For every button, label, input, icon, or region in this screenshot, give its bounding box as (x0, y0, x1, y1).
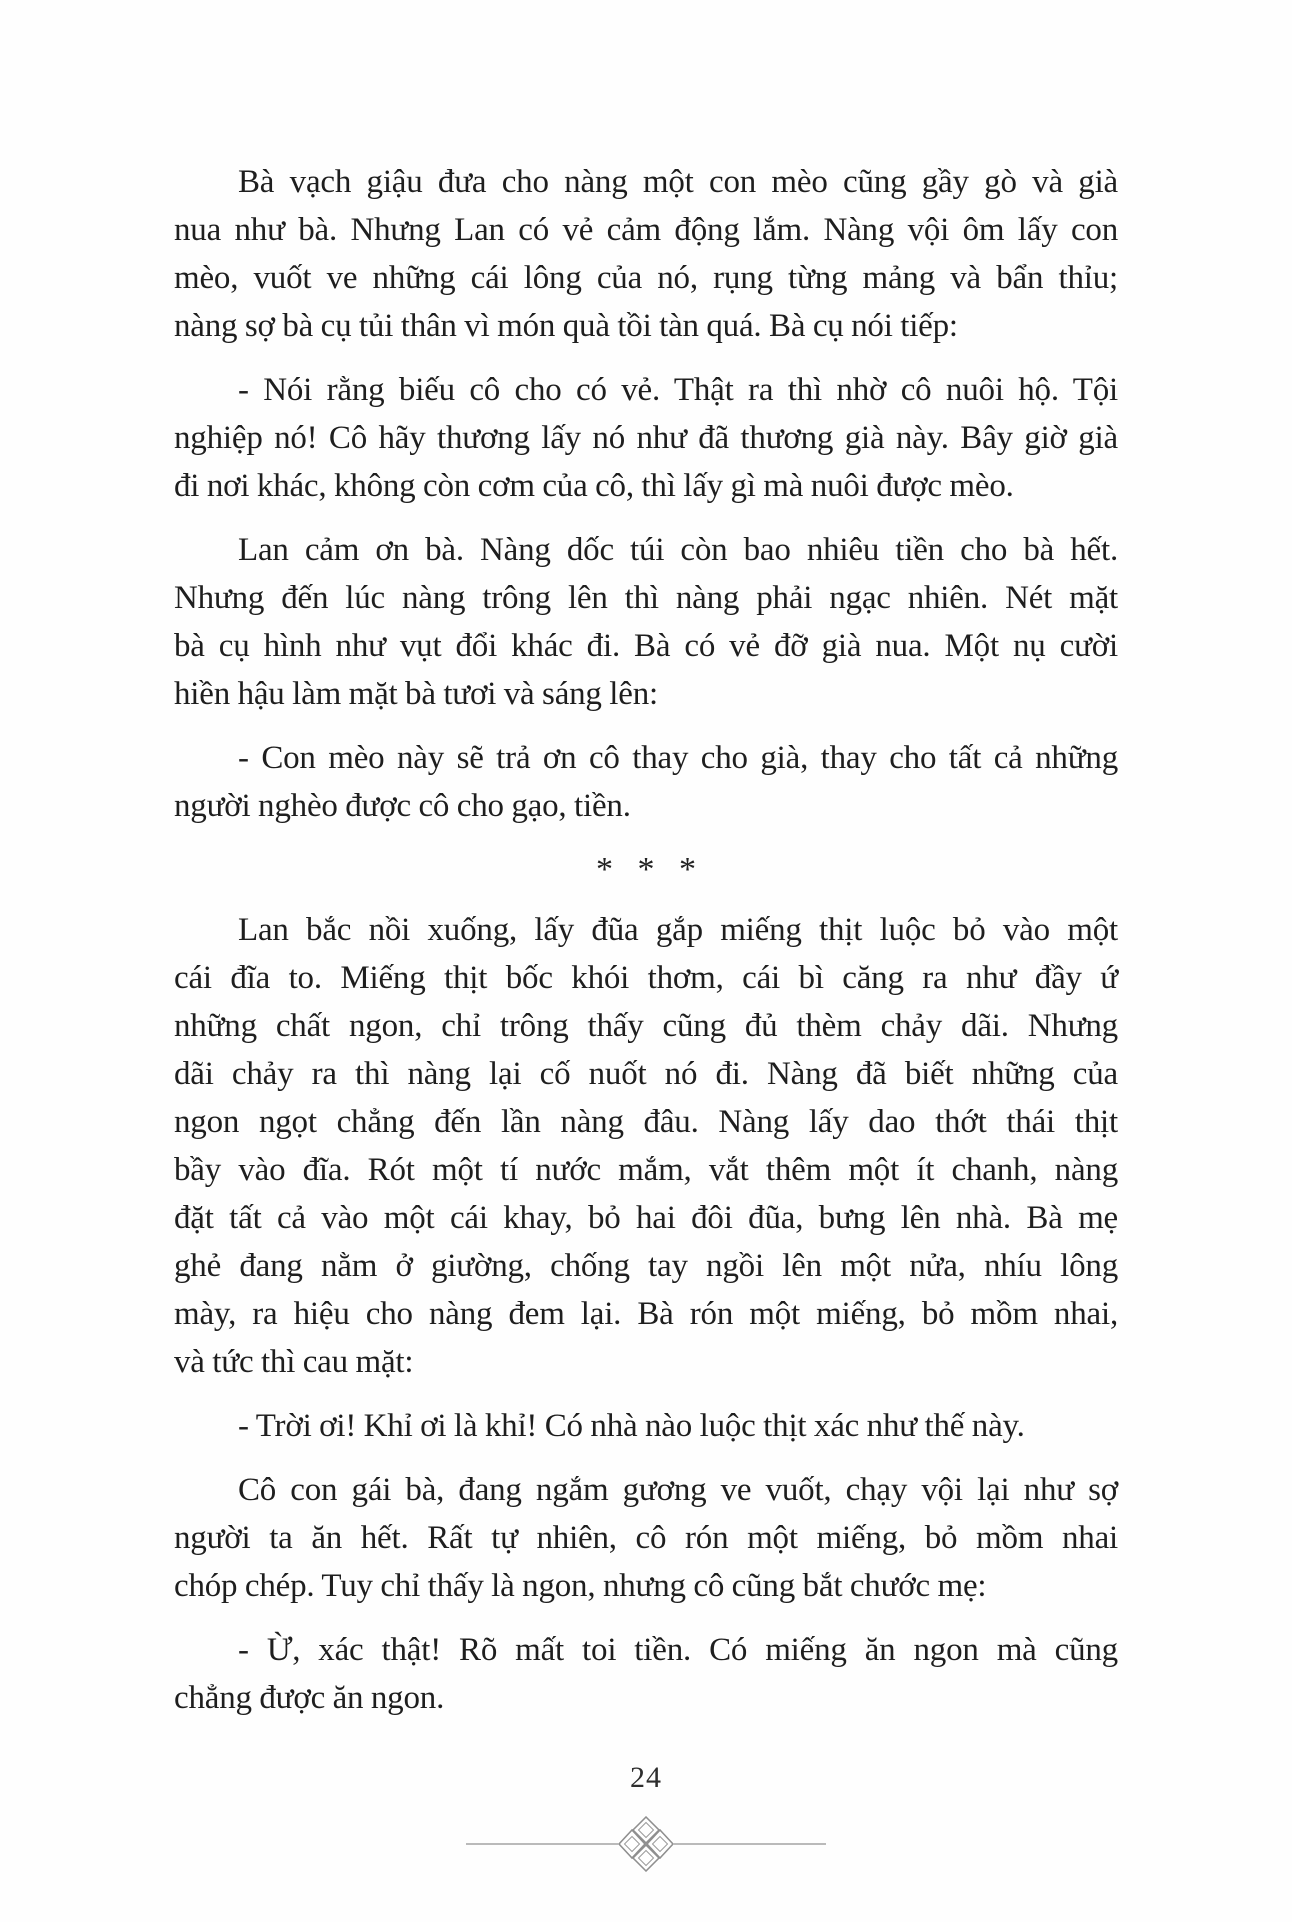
text-line: dãi chảy ra thì nàng lại cố nuốt nó đi. Nàng đã biết những của (174, 1056, 1118, 1092)
text-line: Lan cảm ơn bà. Nàng dốc túi còn bao nhiêu tiền cho bà hết. (238, 532, 1118, 568)
page-divider (0, 1806, 1292, 1882)
text-line: Nhưng đến lúc nàng trông lên thì nàng phải ngạc nhiên. Nét mặt (174, 580, 1118, 616)
text-line: người nghèo được cô cho gạo, tiền. (174, 788, 631, 824)
text-line: - Con mèo này sẽ trả ơn cô thay cho già, thay cho tất cả những (238, 740, 1118, 776)
text-line: ngon ngọt chẳng đến lần nàng đâu. Nàng lấy dao thớt thái thịt (174, 1104, 1118, 1140)
text-line: chẳng được ăn ngon. (174, 1680, 445, 1716)
text-line: những chất ngon, chỉ trông thấy cũng đủ thèm chảy dãi. Nhưng (174, 1008, 1118, 1044)
text-block (174, 158, 1118, 1738)
text-line: ghẻ đang nằm ở giường, chống tay ngồi lên một nửa, nhíu lông (174, 1248, 1118, 1284)
diamond-ornament-icon (466, 1806, 826, 1882)
text-line: bà cụ hình như vụt đổi khác đi. Bà có vẻ đỡ già nua. Một nụ cười (174, 628, 1118, 664)
text-line: và tức thì cau mặt: (174, 1344, 414, 1380)
text-line: Lan bắc nồi xuống, lấy đũa gắp miếng thịt luộc bỏ vào một (238, 912, 1118, 948)
text-line: đặt tất cả vào một cái khay, bỏ hai đôi đũa, bưng lên nhà. Bà mẹ (174, 1200, 1118, 1236)
text-line: mày, ra hiệu cho nàng đem lại. Bà rón một miếng, bỏ mồm nhai, (174, 1296, 1118, 1332)
paragraph-6 (174, 1402, 1118, 1450)
section-separator: * * * (596, 851, 696, 888)
text-line: Cô con gái bà, đang ngắm gương ve vuốt, chạy vội lại như sợ (238, 1472, 1118, 1508)
text-line: Bà vạch giậu đưa cho nàng một con mèo cũng gầy gò và già (238, 164, 1118, 200)
paragraph-5 (174, 906, 1118, 1386)
text-line: đi nơi khác, không còn cơm của cô, thì lấy gì mà nuôi được mèo. (174, 468, 1014, 504)
paragraph-1 (174, 158, 1118, 350)
text-line: nàng sợ bà cụ tủi thân vì món quà tồi tàn quá. Bà cụ nói tiếp: (174, 308, 958, 344)
text-line: - Ừ, xác thật! Rõ mất toi tiền. Có miếng ăn ngon mà cũng (238, 1632, 1118, 1668)
page-footer (0, 1758, 1292, 1882)
text-line: - Trời ơi! Khỉ ơi là khỉ! Có nhà nào luộc thịt xác như thế này. (238, 1408, 1025, 1444)
text-line: mèo, vuốt ve những cái lông của nó, rụng từng mảng và bẩn thỉu; (174, 260, 1118, 296)
paragraph-4 (174, 734, 1118, 830)
paragraph-3 (174, 526, 1118, 718)
text-line: người ta ăn hết. Rất tự nhiên, cô rón một miếng, bỏ mồm nhai (174, 1520, 1118, 1556)
text-line: bầy vào đĩa. Rót một tí nước mắm, vắt thêm một ít chanh, nàng (174, 1152, 1118, 1188)
text-line: - Nói rằng biếu cô cho có vẻ. Thật ra thì nhờ cô nuôi hộ. Tội (238, 372, 1118, 408)
text-line: cái đĩa to. Miếng thịt bốc khói thơm, cái bì căng ra như đầy ứ (174, 960, 1118, 996)
text-line: chóp chép. Tuy chỉ thấy là ngon, nhưng cô cũng bắt chước mẹ: (174, 1568, 987, 1604)
text-line: hiền hậu làm mặt bà tươi và sáng lên: (174, 676, 658, 712)
text-line: nua như bà. Nhưng Lan có vẻ cảm động lắm. Nàng vội ôm lấy con (174, 212, 1118, 248)
page-number: 24 (630, 1761, 662, 1794)
text-line: nghiệp nó! Cô hãy thương lấy nó như đã thương già này. Bây giờ già (174, 420, 1118, 456)
paragraph-2 (174, 366, 1118, 510)
paragraph-8 (174, 1626, 1118, 1722)
paragraph-7 (174, 1466, 1118, 1610)
